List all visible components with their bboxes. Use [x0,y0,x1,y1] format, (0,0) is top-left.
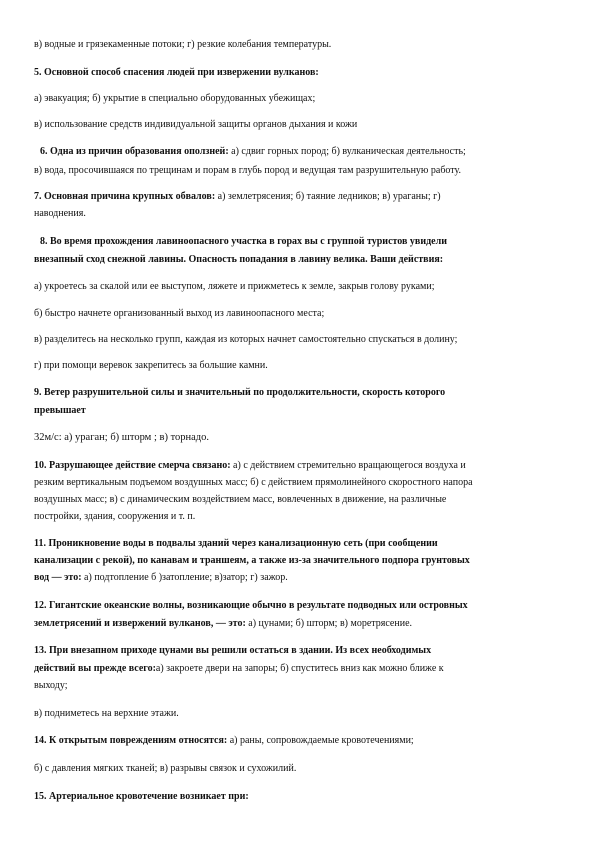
text-line: наводнения. [34,208,86,219]
text-line: в) подниметесь на верхние этажи. [34,708,179,719]
text-line: резким вертикальным подъемом воздушных масс; б) с действием прямолинейного скоростного напора [34,477,473,488]
question-5-heading: 5. Основной способ спасения людей при извержении вулканов: [34,67,319,78]
text-line: вод — это: а) подтопление б )затопление; в)затор; г) зажор. [34,572,288,583]
text-line: б) с давления мягких тканей; в) разрывы связок и сухожилий. [34,763,297,774]
question-12-heading: 12. Гигантские океанские волны, возникающие обычно в результате подводных или островных [34,600,468,611]
text-line: 32м/с: а) ураган; б) шторм ; в) торнадо. [34,432,210,443]
text-line: в) разделитесь на несколько групп, каждая из которых начнет самостоятельно спускаться в долину; [34,334,458,345]
question-10-heading: 10. Разрушающее действие смерча связано: а) с действием стремительно вращающегося воздуха и [34,460,466,471]
question-6-heading: 6. Одна из причин образования оползней: а) сдвиг горных пород; б) вулканическая деятельность; [40,146,466,157]
text-line: внезапный сход снежной лавины. Опасность попадания в лавину велика. Ваши действия: [34,254,444,265]
text-line: канализации с рекой), по канавам и траншеям, а также из-за значительного подпора грунтовых [34,555,470,566]
text-line: воздушных масс; в) с динамическим воздействием масс, вовлеченных в движение, на различные [34,494,447,505]
text-line: постройки, здания, сооружения и т. п. [34,511,196,522]
question-11-heading: 11. Проникновение воды в подвалы зданий через канализационную сеть (при сообщении [34,538,438,549]
question-14-heading: 14. К открытым повреждениям относятся: а) раны, сопровождаемые кровотечениями; [34,735,414,746]
question-8-heading: 8. Во время прохождения лавиноопасного участка в горах вы с группой туристов увидели [40,236,447,247]
text-line: а) укроетесь за скалой или ее выступом, ляжете и прижметесь к земле, закрыв голову руками; [34,281,435,292]
text-line: в) вода, просочившаяся по трещинам и порам в глубь пород и ведущая там разрушительную работу. [34,165,462,176]
question-15-heading: 15. Артериальное кровотечение возникает при: [34,791,249,802]
text-line: превышает [34,405,86,416]
text-line: землетрясений и извержений вулканов, — это: а) цунами; б) шторм; в) моретрясение. [34,618,413,629]
text-line: в) использование средств индивидуальной защиты органов дыхания и кожи [34,119,358,130]
text-line: г) при помощи веревок закрепитесь за большие камни. [34,360,268,371]
question-13-heading: 13. При внезапном приходе цунами вы решили остаться в здании. Из всех необходимых [34,645,432,656]
text-line: выходу; [34,680,68,691]
text-line: в) водные и грязекаменные потоки; г) резкие колебания температуры. [34,39,332,50]
text-line: б) быстро начнете организованный выход из лавиноопасного места; [34,308,325,319]
text-line: а) эвакуация; б) укрытие в специально оборудованных убежищах; [34,93,316,104]
question-9-heading: 9. Ветер разрушительной силы и значительный по продолжительности, скорость которого [34,387,446,398]
question-7-heading: 7. Основная причина крупных обвалов: а) землетрясения; б) таяние ледников; в) ураганы; г) [34,191,441,202]
text-line: действий вы прежде всего:а) закроете двери на запоры; б) спуститесь вниз как можно ближе к [34,663,444,674]
